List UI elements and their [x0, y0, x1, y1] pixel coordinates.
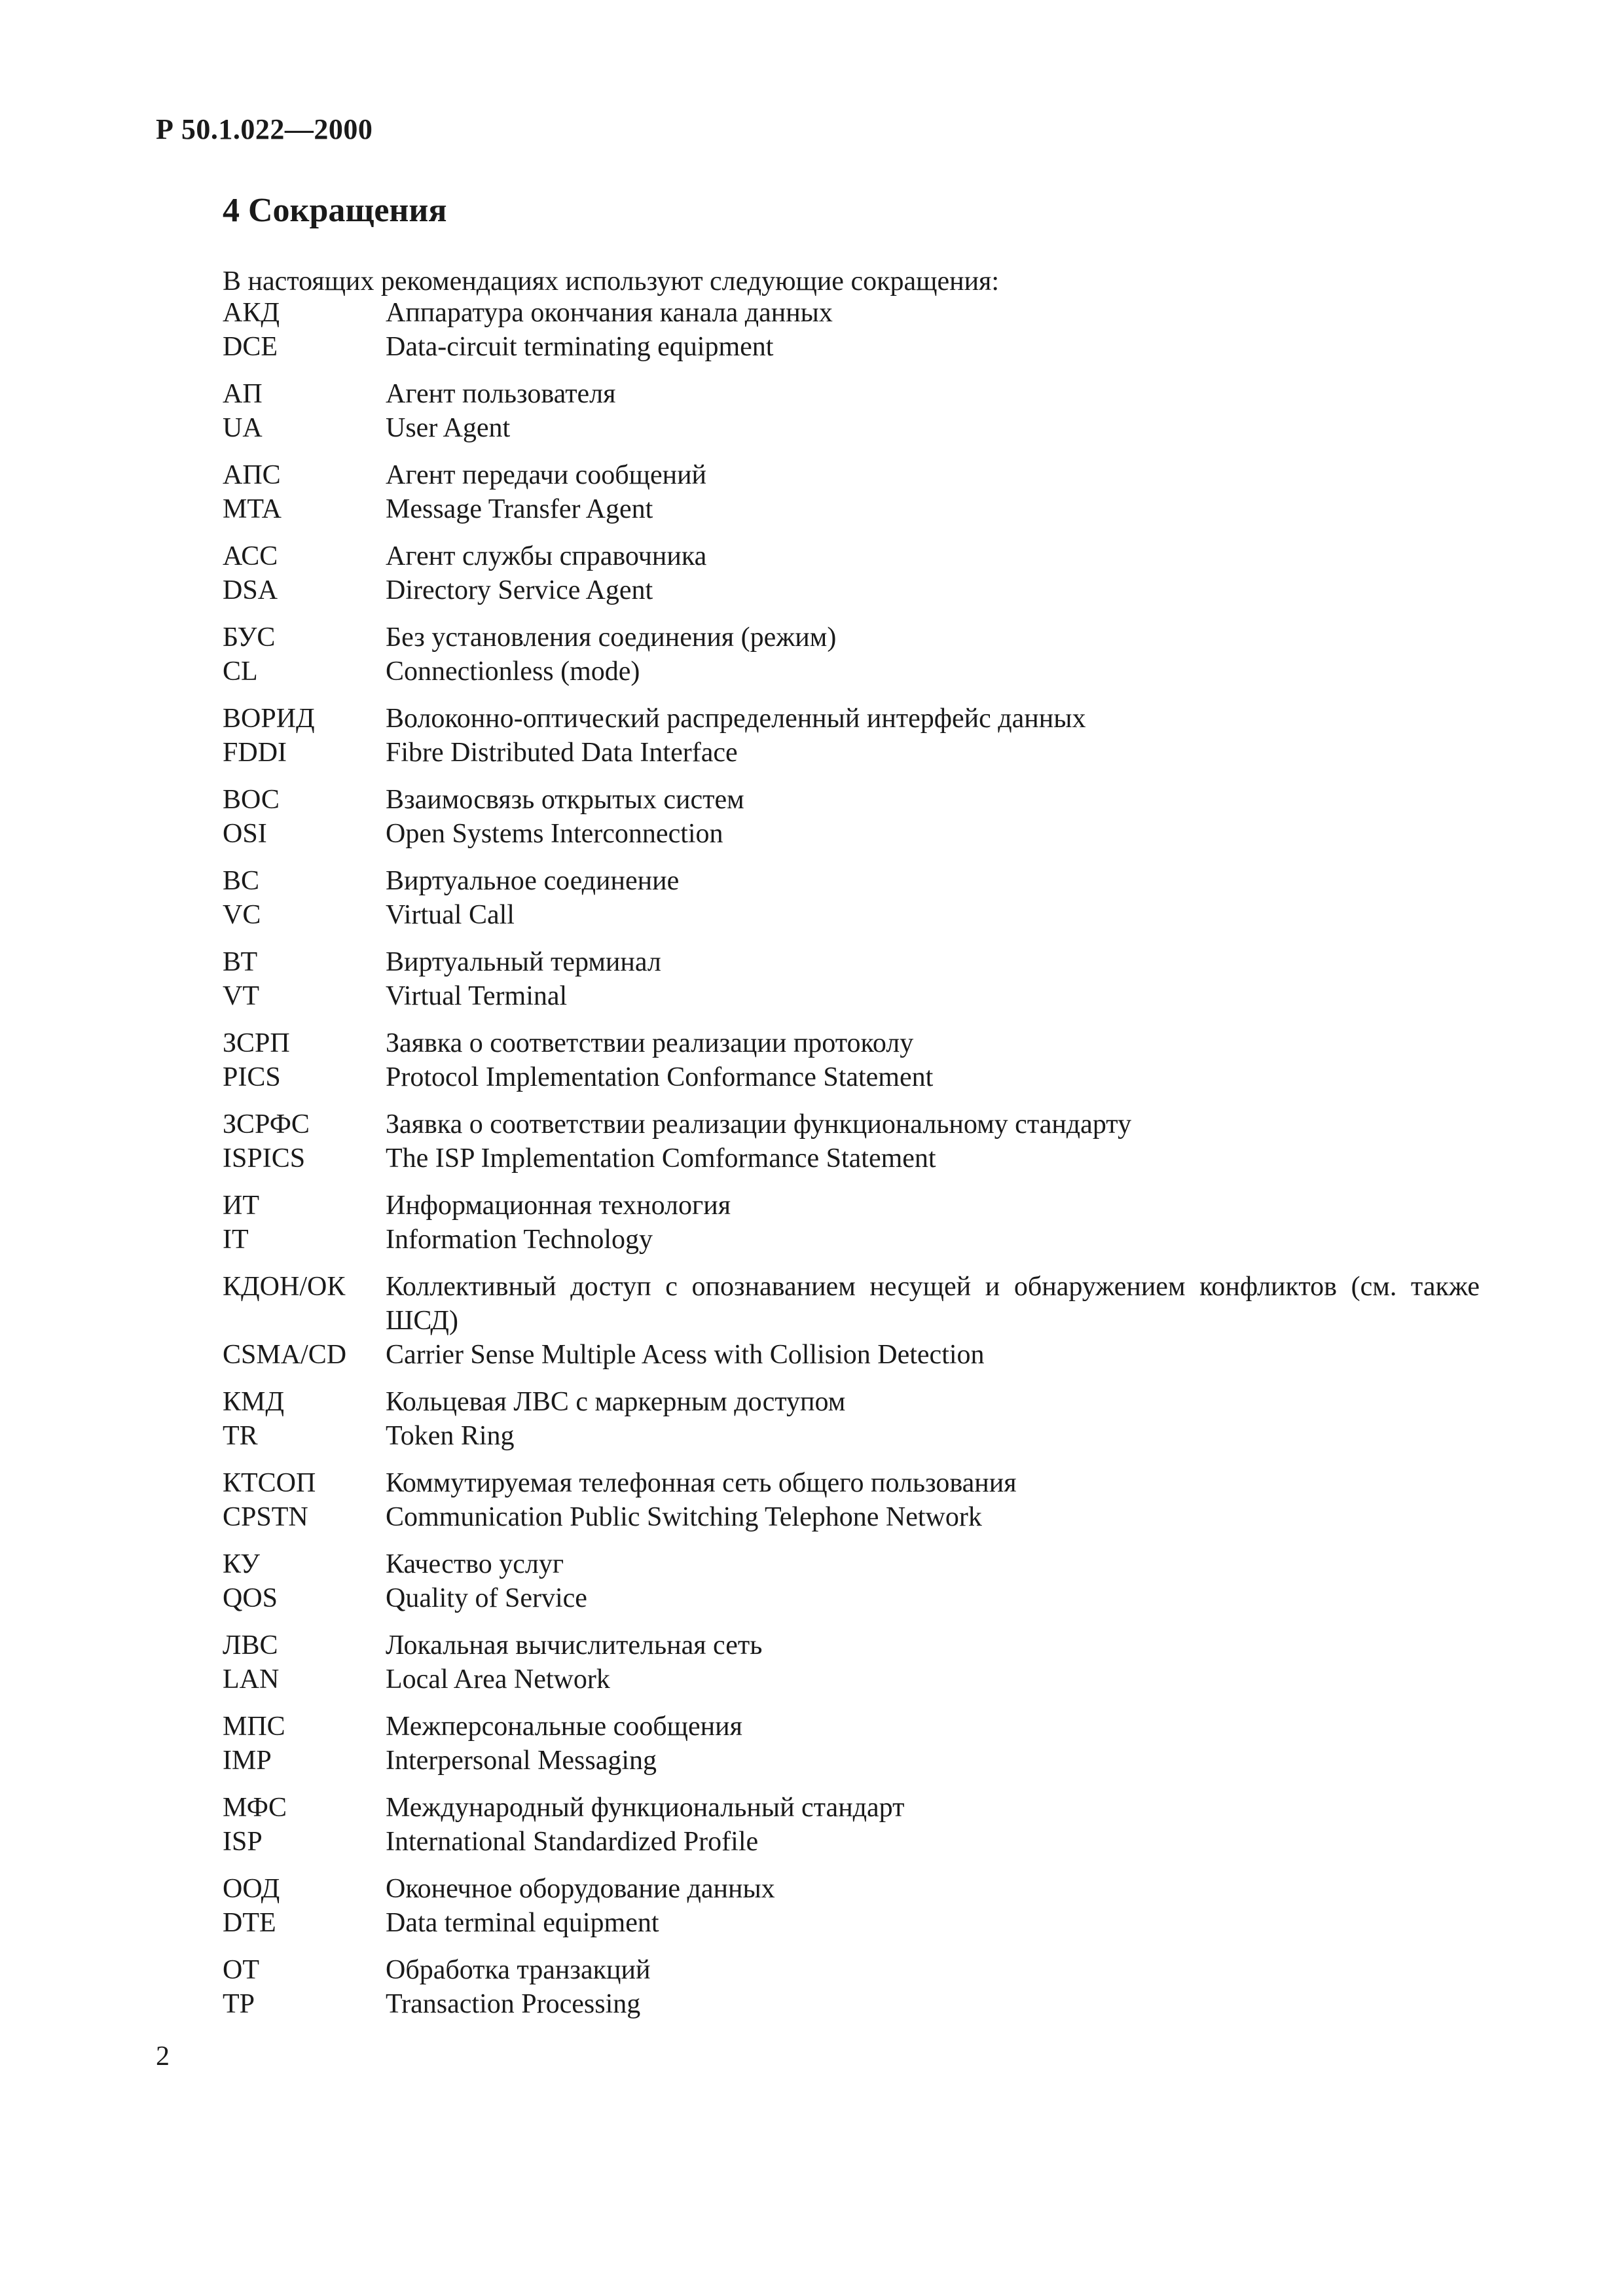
english-abbreviation: TR	[223, 1421, 258, 1451]
entry-row-russian	[223, 1547, 1480, 1581]
entry-row-english	[223, 1581, 1480, 1615]
abbreviation-entry	[223, 377, 1480, 445]
entry-row-english	[223, 492, 1480, 526]
english-abbreviation: CSMA/CD	[223, 1340, 347, 1370]
entry-row-english	[223, 1906, 1480, 1940]
abbreviation-entry	[223, 296, 1480, 364]
abbreviation-entry	[223, 1628, 1480, 1696]
entry-row-russian	[223, 1189, 1480, 1223]
russian-expansion: Кольцевая ЛВС с маркерным доступом	[386, 1387, 846, 1417]
english-expansion: Virtual Call	[386, 900, 515, 930]
english-abbreviation: DTE	[223, 1908, 276, 1938]
english-expansion: Quality of Service	[386, 1583, 587, 1613]
russian-expansion: Межперсональные сообщения	[386, 1712, 742, 1742]
abbreviation-entry	[223, 1872, 1480, 1940]
russian-expansion: Качество услуг	[386, 1549, 564, 1579]
entry-row-english	[223, 1338, 1480, 1372]
russian-expansion: Международный функциональный стандарт	[386, 1793, 905, 1823]
abbreviation-entry	[223, 1189, 1480, 1257]
russian-abbreviation: БУС	[223, 622, 276, 653]
english-expansion: International Standardized Profile	[386, 1827, 759, 1857]
entry-row-english	[223, 1744, 1480, 1778]
entry-row-english	[223, 330, 1480, 364]
english-expansion: Virtual Terminal	[386, 981, 568, 1011]
russian-expansion: Коммутируемая телефонная сеть общего пользования	[386, 1468, 1017, 1498]
english-abbreviation: CL	[223, 656, 258, 687]
russian-expansion: Локальная вычислительная сеть	[386, 1630, 763, 1660]
english-abbreviation: DSA	[223, 575, 278, 605]
abbreviation-entry	[223, 1547, 1480, 1615]
entry-row-russian	[223, 620, 1480, 655]
abbreviation-entry	[223, 458, 1480, 526]
russian-expansion: Без установления соединения (режим)	[386, 622, 837, 653]
abbreviation-entry	[223, 1710, 1480, 1778]
entry-row-english	[223, 655, 1480, 689]
russian-abbreviation: КТСОП	[223, 1468, 316, 1498]
russian-expansion: Виртуальный терминал	[386, 947, 661, 977]
russian-abbreviation: АП	[223, 379, 263, 409]
entry-row-english	[223, 1500, 1480, 1534]
english-abbreviation: VC	[223, 900, 261, 930]
russian-expansion: Агент службы справочника	[386, 541, 707, 571]
russian-abbreviation: КУ	[223, 1549, 260, 1579]
entry-row-english	[223, 1662, 1480, 1696]
entry-row-russian	[223, 702, 1480, 736]
english-expansion: Token Ring	[386, 1421, 515, 1451]
english-expansion: Data terminal equipment	[386, 1908, 659, 1938]
english-abbreviation: CPSTN	[223, 1502, 308, 1532]
russian-expansion: Обработка транзакций	[386, 1955, 651, 1985]
russian-expansion: Аппаратура окончания канала данных	[386, 298, 833, 328]
russian-abbreviation: ЗСРФС	[223, 1109, 310, 1139]
abbreviation-entry	[223, 1107, 1480, 1175]
english-expansion: Transaction Processing	[386, 1989, 641, 2019]
entry-row-russian	[223, 1953, 1480, 1987]
abbreviation-entry	[223, 1791, 1480, 1859]
abbreviation-entry	[223, 1466, 1480, 1534]
russian-expansion: Коллективный доступ с опознаванием несущей и обнаружением конфликтов (см. также ШСД)	[386, 1272, 1480, 1336]
russian-abbreviation: ВОРИД	[223, 704, 315, 734]
entry-row-english	[223, 817, 1480, 851]
english-abbreviation: IMP	[223, 1746, 272, 1776]
russian-expansion: Волоконно-оптический распределенный интерфейс данных	[386, 704, 1086, 734]
english-expansion: Interpersonal Messaging	[386, 1746, 657, 1776]
entry-row-russian	[223, 1107, 1480, 1141]
english-expansion: Fibre Distributed Data Interface	[386, 738, 738, 768]
entry-row-english	[223, 898, 1480, 932]
russian-expansion: Оконечное оборудование данных	[386, 1874, 775, 1904]
entry-row-russian	[223, 539, 1480, 573]
english-abbreviation: ISPICS	[223, 1143, 306, 1174]
entry-row-russian	[223, 1791, 1480, 1825]
abbreviation-entry	[223, 864, 1480, 932]
document-code: Р 50.1.022—2000	[156, 113, 373, 145]
russian-abbreviation: АСС	[223, 541, 278, 571]
english-expansion: Message Transfer Agent	[386, 494, 653, 524]
entry-row-russian	[223, 1026, 1480, 1060]
english-expansion: Open Systems Interconnection	[386, 819, 723, 849]
entry-row-english	[223, 1825, 1480, 1859]
russian-expansion: Информационная технология	[386, 1191, 731, 1221]
abbreviation-entry	[223, 539, 1480, 607]
russian-abbreviation: ВОС	[223, 785, 280, 815]
entry-row-russian	[223, 1710, 1480, 1744]
russian-abbreviation: ООД	[223, 1874, 280, 1904]
russian-expansion: Заявка о соответствии реализации протоколу	[386, 1028, 914, 1058]
entry-row-english	[223, 1060, 1480, 1094]
entry-row-russian	[223, 1628, 1480, 1662]
abbreviation-entry	[223, 1953, 1480, 2021]
entry-row-russian	[223, 1872, 1480, 1906]
english-expansion: The ISP Implementation Comformance Statement	[386, 1143, 936, 1174]
english-expansion: Data-circuit terminating equipment	[386, 332, 774, 362]
english-abbreviation: IT	[223, 1225, 249, 1255]
english-abbreviation: FDDI	[223, 738, 287, 768]
english-abbreviation: VT	[223, 981, 259, 1011]
russian-abbreviation: МПС	[223, 1712, 285, 1742]
entry-row-english	[223, 736, 1480, 770]
english-abbreviation: MTA	[223, 494, 282, 524]
abbreviation-entry	[223, 620, 1480, 689]
russian-abbreviation: АПС	[223, 460, 281, 490]
english-expansion: User Agent	[386, 413, 511, 443]
entry-row-english	[223, 979, 1480, 1013]
russian-expansion: Виртуальное соединение	[386, 866, 680, 896]
abbreviation-entry	[223, 1270, 1480, 1372]
english-expansion: Protocol Implementation Conformance Statement	[386, 1062, 934, 1092]
english-abbreviation: OSI	[223, 819, 267, 849]
english-abbreviation: QOS	[223, 1583, 278, 1613]
russian-expansion: Взаимосвязь открытых систем	[386, 785, 744, 815]
entry-row-russian	[223, 864, 1480, 898]
entry-row-russian	[223, 783, 1480, 817]
english-expansion: Local Area Network	[386, 1664, 610, 1695]
abbreviation-entry	[223, 1385, 1480, 1453]
russian-abbreviation: ЗСРП	[223, 1028, 290, 1058]
english-abbreviation: UA	[223, 413, 263, 443]
entry-row-russian	[223, 458, 1480, 492]
russian-abbreviation: ВС	[223, 866, 260, 896]
english-abbreviation: ISP	[223, 1827, 263, 1857]
abbreviation-list	[223, 296, 1480, 2034]
section-title: 4 Сокращения	[223, 192, 447, 229]
russian-abbreviation: КДОН/ОК	[223, 1272, 346, 1302]
entry-row-russian	[223, 1270, 1480, 1338]
russian-abbreviation: КМД	[223, 1387, 285, 1417]
english-abbreviation: LAN	[223, 1664, 280, 1695]
abbreviation-entry	[223, 783, 1480, 851]
abbreviation-entry	[223, 945, 1480, 1013]
russian-abbreviation: ЛВС	[223, 1630, 278, 1660]
english-expansion: Connectionless (mode)	[386, 656, 640, 687]
russian-abbreviation: ВТ	[223, 947, 258, 977]
entry-row-english	[223, 1987, 1480, 2021]
section-intro: В настоящих рекомендациях используют следующие сокращения:	[223, 266, 1000, 296]
entry-row-english	[223, 573, 1480, 607]
entry-row-russian	[223, 1466, 1480, 1500]
entry-row-russian	[223, 296, 1480, 330]
entry-row-russian	[223, 1385, 1480, 1419]
english-expansion: Carrier Sense Multiple Acess with Collision Detection	[386, 1340, 985, 1370]
russian-abbreviation: ИТ	[223, 1191, 259, 1221]
english-expansion: Information Technology	[386, 1225, 653, 1255]
english-expansion: Directory Service Agent	[386, 575, 653, 605]
russian-abbreviation: АКД	[223, 298, 280, 328]
russian-expansion: Агент пользователя	[386, 379, 616, 409]
russian-expansion: Агент передачи сообщений	[386, 460, 707, 490]
entry-row-english	[223, 1223, 1480, 1257]
russian-expansion: Заявка о соответствии реализации функциональному стандарту	[386, 1109, 1132, 1139]
russian-abbreviation: ОТ	[223, 1955, 259, 1985]
entry-row-russian	[223, 377, 1480, 411]
english-abbreviation: TP	[223, 1989, 255, 2019]
entry-row-english	[223, 1141, 1480, 1175]
english-abbreviation: PICS	[223, 1062, 281, 1092]
abbreviation-entry	[223, 1026, 1480, 1094]
entry-row-english	[223, 411, 1480, 445]
entry-row-russian	[223, 945, 1480, 979]
entry-row-english	[223, 1419, 1480, 1453]
page-number: 2	[156, 2041, 170, 2072]
english-expansion: Communication Public Switching Telephone Network	[386, 1502, 982, 1532]
abbreviation-entry	[223, 702, 1480, 770]
english-abbreviation: DCE	[223, 332, 278, 362]
russian-abbreviation: МФС	[223, 1793, 287, 1823]
